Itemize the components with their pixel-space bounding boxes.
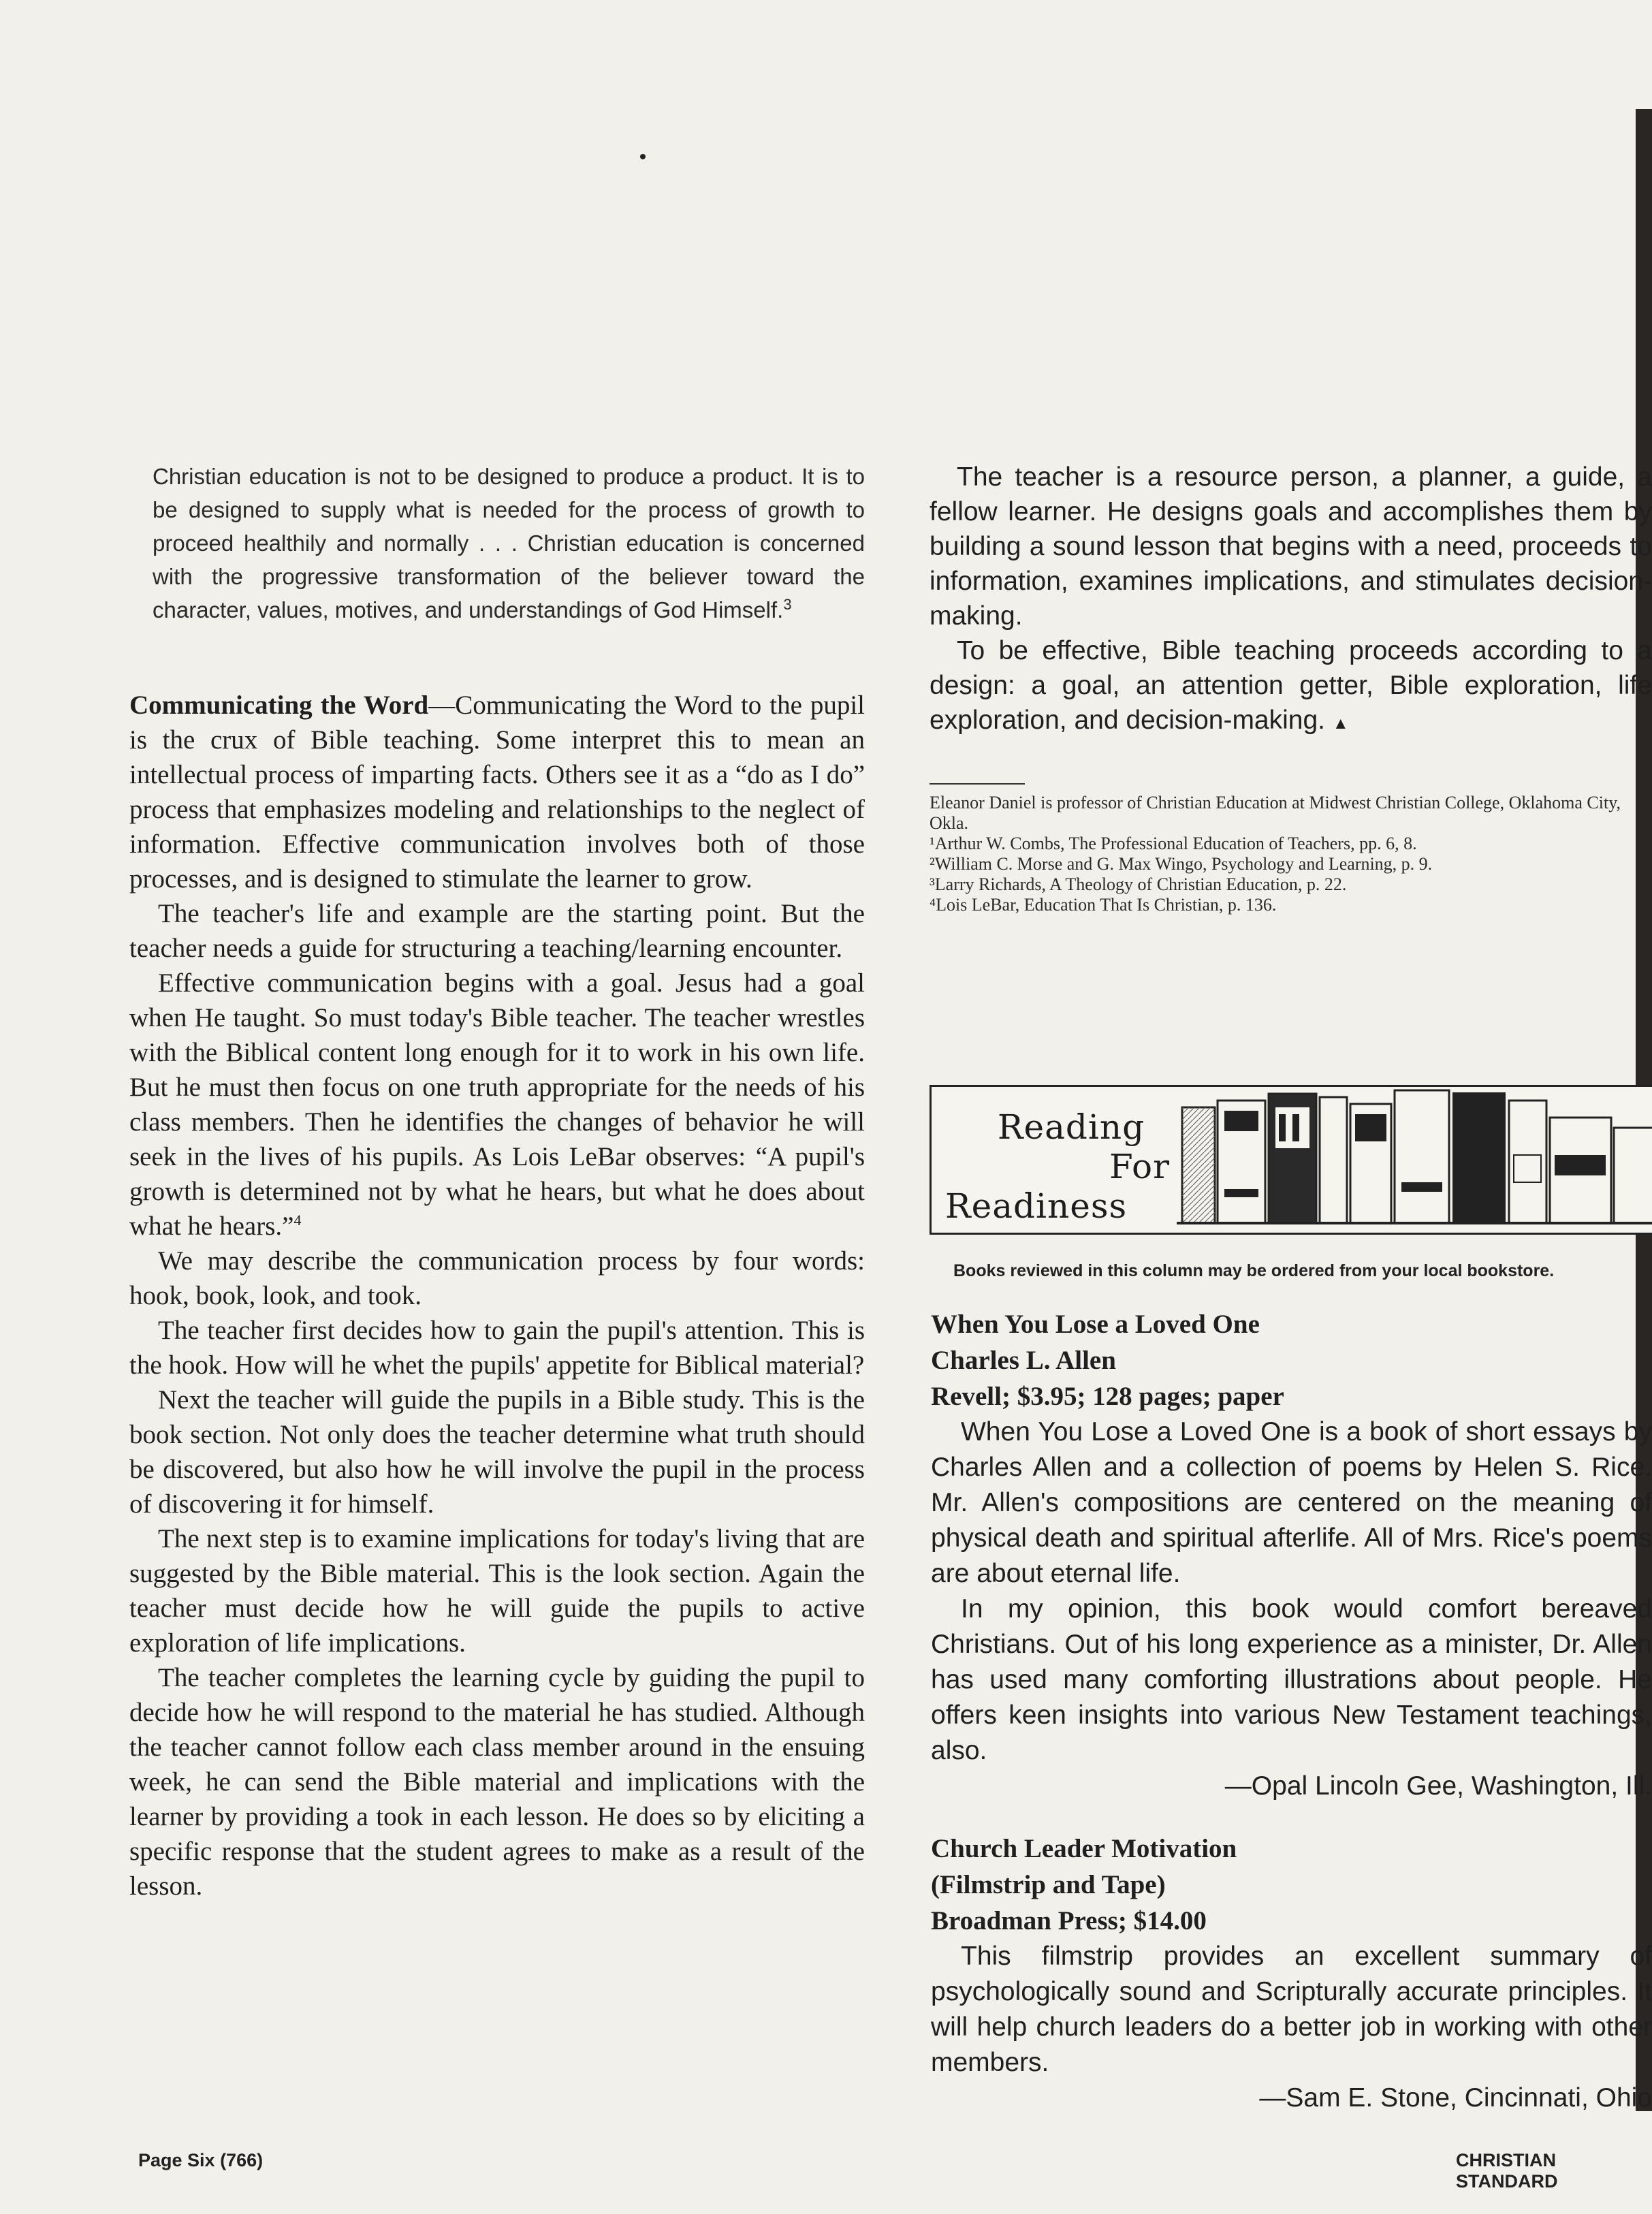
paragraph: Communicating the Word—Communicating the Word to the pupil is the crux of Bible teaching. Some interpret this to mean an intellectual process of imparting facts. Others see it as a “do as I do” process that emphasizes modeling and relationships to the neglect of information. Effective communication involves both of those processes, and is designed to stimulate the learner to grow. xyxy=(129,691,865,893)
review-author: (Filmstrip and Tape) xyxy=(931,1870,1166,1899)
footnote: ³Larry Richards, A Theology of Christian Education, p. 22. xyxy=(930,874,1347,894)
quote-block: Christian education is not to be designed to produce a product. It is to be designed to supply what is needed for the process of growth to proceed healthily and normally . . . Christian education is concerned with the progressive transformation of the believer toward the character, values, motives, and understandings of God Himself.$^3$ xyxy=(153,464,865,622)
review xyxy=(931,1831,1652,2116)
ink-dot xyxy=(640,154,646,159)
footnote: ¹Arthur W. Combs, The Professional Education of Teachers, pp. 6, 8. xyxy=(930,834,1417,853)
paragraph: The teacher's life and example are the starting point. But the teacher needs a guide for structuring a teaching/learning encounter. xyxy=(129,899,865,963)
review-publisher: Broadman Press; $14.00 xyxy=(931,1906,1207,1935)
review-title: Church Leader Motivation xyxy=(931,1834,1237,1863)
review-signature: —Sam E. Stone, Cincinnati, Ohio xyxy=(1259,2083,1652,2113)
paragraph: In my opinion, this book would comfort bereaved Christians. Out of his long experience as a minister, Dr. Allen has used many comforting illustrations about people. He offers keen insights into various New Testament teachings, also. xyxy=(931,1594,1652,1765)
review-text xyxy=(931,1939,1652,2081)
section-heading: Communicating the Word xyxy=(129,691,429,720)
paragraph: This filmstrip provides an excellent summary of psychologically sound and Scripturally accurate principles. It will help church leaders do a better job in working with other members. xyxy=(931,1942,1652,2077)
banner-title: Reading For Readiness xyxy=(945,1107,1170,1226)
review-author: Charles L. Allen xyxy=(931,1346,1116,1375)
column-caption: Books reviewed in this column may be ordered from your local bookstore. xyxy=(953,1261,1555,1280)
footnote: ⁴Lois LeBar, Education That Is Christian, p. 136. xyxy=(930,895,1277,915)
footnotes xyxy=(930,793,1652,915)
end-mark: ▲ xyxy=(1332,714,1349,733)
article-body xyxy=(129,688,865,1903)
paragraph: The next step is to examine implications for today's living that are suggested by the Bible material. This is the look section. Again the teacher must decide how he will guide the pupils to active exploration of life implications. xyxy=(129,1524,865,1658)
footnote: ²William C. Morse and G. Max Wingo, Psychology and Learning, p. 9. xyxy=(930,854,1433,874)
paragraph: The teacher is a resource person, a planner, a guide, a fellow learner. He designs goals and accomplishes them by building a sound lesson that begins with a need, proceeds to information, examines implications, and stimulates decision-making. xyxy=(930,462,1652,631)
magazine-name: CHRISTIAN STANDARD xyxy=(1456,2150,1558,2192)
review-publisher: Revell; $3.95; 128 pages; paper xyxy=(931,1382,1284,1411)
column-banner xyxy=(930,1085,1652,1235)
paragraph: When You Lose a Loved One is a book of short essays by Charles Allen and a collection of poems by Helen S. Rice. Mr. Allen's compositions are centered on the meaning of physical death and spiritual afterlife. All of Mrs. Rice's poems are about eternal life. xyxy=(931,1417,1652,1588)
review-text xyxy=(931,1414,1652,1769)
page-number: Page Six (766) xyxy=(138,2150,264,2170)
paragraph: Effective communication begins with a goal. Jesus had a goal when He taught. So must today's Bible teacher. The teacher wrestles with the Biblical content long enough for it to work in his own life. But he must then focus on one truth appropriate for the needs of his class members. Then he identifies the changes of behavior he will seek in the lives of his pupils. As Lois LeBar observes: “A pupil's growth is determined not by what he hears, but what he does about what he hears.”$^4$ xyxy=(129,968,865,1241)
paragraph: The teacher completes the learning cycle by guiding the pupil to decide how he will respond to the material he has studied. Although the teacher cannot follow each class member around in the ensuing week, he can send the Bible material and implications with the learner by providing a took in each lesson. He does so by eliciting a specific response that the student agrees to make as a result of the lesson. xyxy=(129,1663,865,1901)
paragraph: To be effective, Bible teaching proceeds according to a design: a goal, an attention getter, Bible exploration, life exploration, and decision-making. ▲ xyxy=(930,636,1652,735)
paragraph: We may describe the communication process by four words: hook, book, look, and took. xyxy=(129,1246,865,1310)
author-note: Eleanor Daniel is professor of Christian Education at Midwest Christian College, Oklahoma City, Okla. xyxy=(930,793,1621,833)
footnote-rule xyxy=(930,783,1025,785)
review-title: When You Lose a Loved One xyxy=(931,1310,1260,1339)
books-illustration-icon xyxy=(1177,1087,1652,1233)
review xyxy=(931,1306,1652,1804)
article-conclusion xyxy=(930,460,1652,741)
paragraph: The teacher first decides how to gain the pupil's attention. This is the hook. How will he whet the pupils' appetite for Biblical material? xyxy=(129,1316,865,1380)
paragraph: Next the teacher will guide the pupils in a Bible study. This is the book section. Not only does the teacher determine what truth should be discovered, but also how he will involve the pupil in the process of discovering it for himself. xyxy=(129,1385,865,1519)
left-column xyxy=(129,460,865,1903)
right-column xyxy=(930,460,1652,915)
review-signature: —Opal Lincoln Gee, Washington, Ill. xyxy=(1224,1771,1652,1801)
